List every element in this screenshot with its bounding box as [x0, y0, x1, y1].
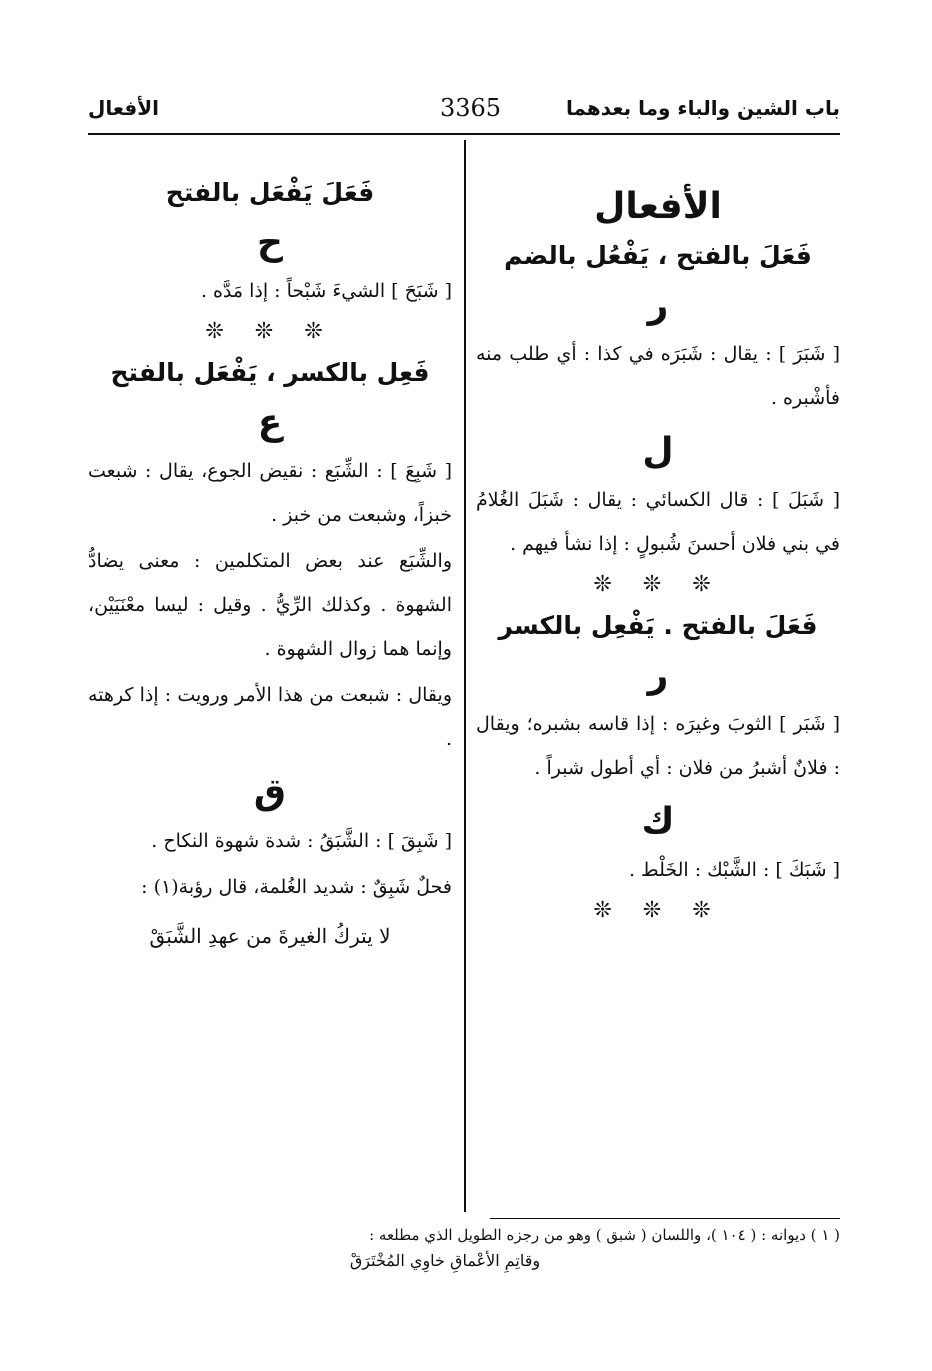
column-divider	[464, 140, 466, 1212]
entry-paragraph: [ شَبَر ] الثوبَ وغيرَه : إذا قاسه بشبره؛ ويقال : فلانٌ أشبرُ من فلان : أي أطول شبراً .	[476, 713, 840, 779]
entry-paragraph: [ شَبِقَ ] : الشَّبَقُ : شدة شهوة النكاح .	[151, 830, 452, 852]
section-heading: فَعِل بالكسر ، يَفْعَل بالفتح	[110, 358, 430, 387]
footnote-text: ( ١ ) ديوانه : ( ١٠٤ )، واللسان ( شبق ) وهو من رجزه الطويل الذي مطلعه :	[369, 1226, 840, 1244]
entry-paragraph: [ شَبِعَ ] : الشِّبَع : نقيض الجوع، يقال : شبعت خبزاً، وشبعت من خبز .	[88, 460, 452, 526]
section-separator: ❊ ❊ ❊	[593, 572, 723, 597]
entry-paragraph: ويقال : شبعت من هذا الأمر ورويت : إذا كرهته .	[88, 684, 452, 750]
entry-paragraph: [ شَبَلَ ] : قال الكسائي : يقال : شَبَلَ الغُلامُ في بني فلان أحسنَ شُبولٍ : إذا نشأ فيهم .	[476, 489, 840, 555]
left-column	[88, 150, 452, 959]
page-number: 3365	[440, 94, 502, 122]
section-heading: فَعَلَ بالفتح ، يَفْعُل بالضم	[504, 241, 812, 270]
entry-paragraph: [ شَبَكَ ] : الشَّبْك : الخَلْط .	[628, 859, 840, 881]
poem-verse: لا يتركُ الغيرةَ من عهدِ الشَّبَقْ	[149, 924, 391, 948]
footnote-verse: وقاتِمِ الأعْماقِ خاوِي المُخْتَرَقْ	[349, 1251, 541, 1270]
right-column	[476, 150, 840, 937]
footnote-rule	[490, 1218, 840, 1219]
section-separator: ❊ ❊ ❊	[593, 898, 723, 923]
section-heading: فَعَلَ بالفتح . يَفْعِل بالكسر	[498, 611, 818, 640]
section-heading: فَعَلَ يَفْعَل بالفتح	[165, 178, 375, 207]
root-letter: ل	[642, 431, 674, 472]
root-letter: ع	[257, 402, 283, 443]
header-rule	[88, 133, 840, 135]
main-heading: الأفعال	[594, 186, 722, 227]
entry-paragraph: [ شَبَحَ ] الشيءَ شَبْحاً : إذا مَدَّه .	[200, 280, 452, 302]
root-letter: ر	[647, 655, 669, 696]
entry-paragraph: فحلٌ شَبِقٌ : شديد الغُلمة، قال رؤبة(١) :	[141, 876, 452, 898]
section-title: الأفعال	[88, 96, 159, 120]
footnote	[200, 1222, 840, 1274]
root-letter: ح	[257, 222, 283, 263]
page-header	[88, 92, 840, 128]
entry-paragraph: والشِّبَع عند بعض المتكلمين : معنى يضادُّ الشهوة . وكذلك الرِّيُّ . وقيل : ليسا معْنَيَيْن، وإنما هما زوال الشهوة .	[88, 550, 452, 660]
chapter-title: باب الشين والباء وما بعدهما	[565, 96, 840, 120]
entry-paragraph: [ شَبَرَ ] : يقال : شَبَرَه في كذا : أي طلب منه فأشْبره .	[476, 343, 840, 409]
root-letter: ر	[647, 285, 669, 326]
root-letter: ق	[253, 772, 287, 813]
root-letter: ك	[641, 801, 675, 842]
section-separator: ❊ ❊ ❊	[205, 319, 335, 344]
